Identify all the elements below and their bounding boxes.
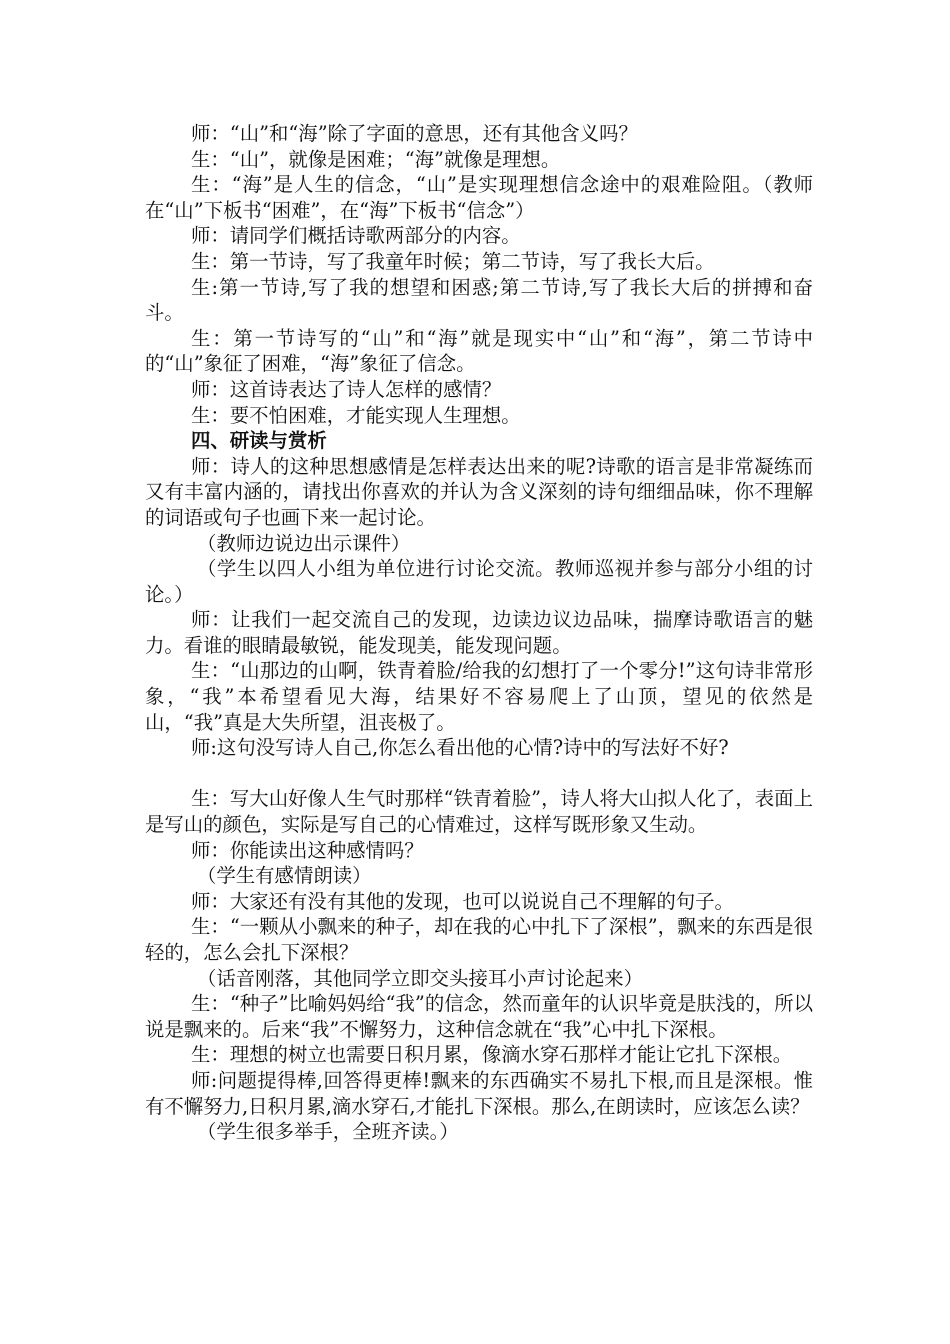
dialogue-line: 生：写大山好像人生气时那样“铁青着脸”，诗人将大山拟人化了，表面上是写山的颜色，实际是写自己的心情难过，这样写既形象又生动。 xyxy=(145,787,813,837)
dialogue-line: 生：“种子”比喻妈妈给“我”的信念，然而童年的认识毕竟是肤浅的，所以说是飘来的。后来“我”不懈努力，这种信念就在“我”心中扎下深根。 xyxy=(145,992,813,1041)
dialogue-line: 师：你能读出这种感情吗？ xyxy=(191,838,424,862)
dialogue-line: 生：“海”是人生的信念，“山”是实现理想信念途中的艰难险阻。（教师在“山”下板书“困难”，在“海”下板书“信念”） xyxy=(145,173,813,222)
stage-note: （学生以四人小组为单位进行讨论交流。教师巡视并参与部分小组的讨论。） xyxy=(145,557,813,606)
dialogue-line: 生:第一节诗,写了我的想望和困惑;第二节诗,写了我长大后的拼搏和奋斗。 xyxy=(145,275,813,325)
dialogue-line: 生：“山”，就像是困难；“海”就像是理想。 xyxy=(191,147,561,171)
dialogue-line: 生：第一节诗，写了我童年时候；第二节诗，写了我长大后。 xyxy=(191,249,715,273)
document-page xyxy=(145,121,813,1145)
dialogue-line: 师：大家还有没有其他的发现，也可以说说自己不理解的句子。 xyxy=(191,889,734,913)
dialogue-line: 生：“山那边的山啊，铁青着脸/给我的幻想打了一个零分!”这句诗非常形象，“我”本希望看见大海，结果好不容易爬上了山顶，望见的依然是山，“我”真是大失所望，沮丧极了。 xyxy=(145,659,813,734)
dialogue-line: 生：第一节诗写的“山”和“海”就是现实中“山”和“海”，第二节诗中的“山”象征了困难，“海”象征了信念。 xyxy=(145,326,813,376)
stage-note: （学生有感情朗读） xyxy=(197,864,372,888)
dialogue-line: 师:这句没写诗人自己,你怎么看出他的心情?诗中的写法好不好? xyxy=(191,736,729,760)
dialogue-line: 生：要不怕困难，才能实现人生理想。 xyxy=(191,403,521,427)
dialogue-line: 师：这首诗表达了诗人怎样的感情？ xyxy=(191,377,502,401)
dialogue-line: 师：“山”和“海”除了字面的意思，还有其他含义吗？ xyxy=(191,122,638,145)
dialogue-line: 师:问题提得棒,回答得更棒!飘来的东西确实不易扎下根,而且是深根。惟有不懈努力,日积月累,滴水穿石,才能扎下深根。那么,在朗读时，应该怎么读？ xyxy=(145,1068,813,1118)
dialogue-line: 生：“一颗从小飘来的种子，却在我的心中扎下了深根”，飘来的东西是很轻的，怎么会扎下深根？ xyxy=(145,915,813,964)
blank-line xyxy=(145,761,813,787)
dialogue-line: 生：理想的树立也需要日积月累，像滴水穿石那样才能让它扎下深根。 xyxy=(191,1043,793,1067)
dialogue-line: 师：请同学们概括诗歌两部分的内容。 xyxy=(191,224,521,248)
stage-note: （话音刚落，其他同学立即交头接耳小声讨论起来） xyxy=(197,966,643,990)
dialogue-line: 师：诗人的这种思想感情是怎样表达出来的呢?诗歌的语言是非常凝练而又有丰富内涵的，请找出你喜欢的并认为含义深刻的诗句细细品味，你不理解的词语或句子也画下来一起讨论。 xyxy=(145,454,813,529)
stage-note: （教师边说边出示课件） xyxy=(197,531,411,555)
section-heading: 四、研读与赏析 xyxy=(191,429,327,453)
stage-note: （学生很多举手，全班齐读。） xyxy=(197,1120,459,1144)
dialogue-line: 师：让我们一起交流自己的发现，边读边议边品味，揣摩诗歌语言的魅力。看谁的眼睛最敏锐，能发现美，能发现问题。 xyxy=(145,608,813,657)
